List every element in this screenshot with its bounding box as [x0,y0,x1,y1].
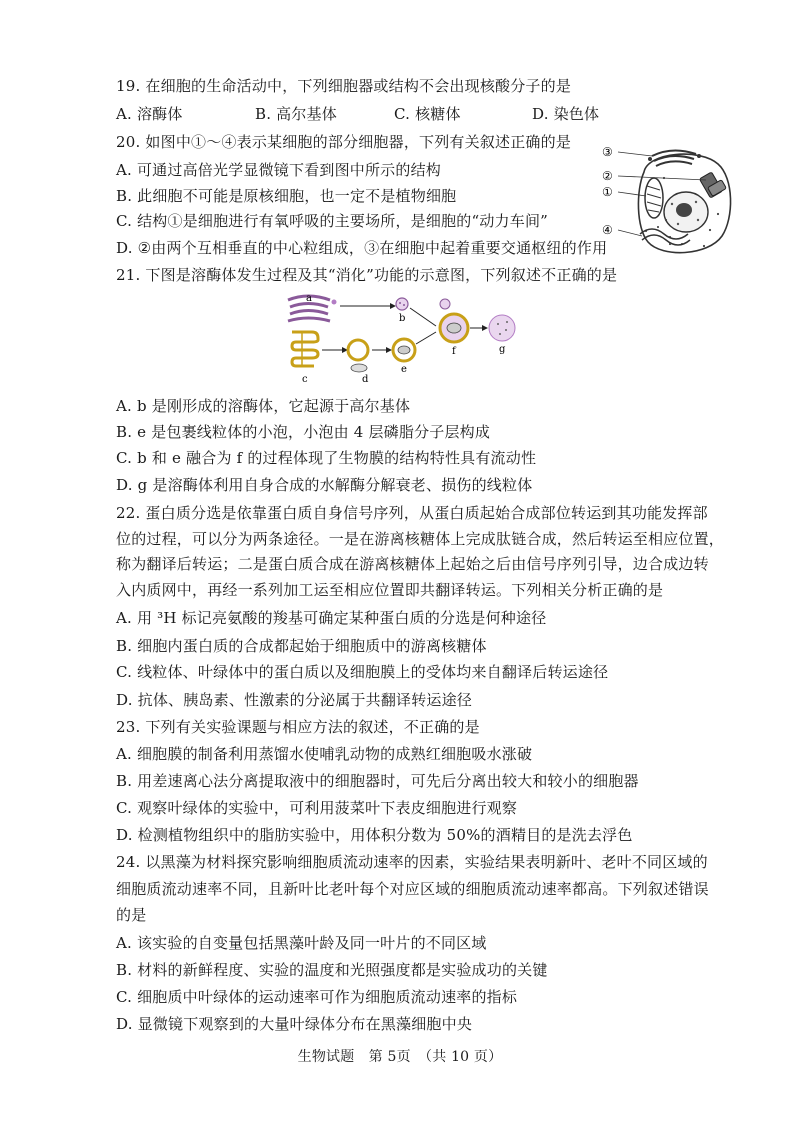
q22-option-d: D. 抗体、胰岛素、性激素的分泌属于共翻译转运途径 [116,691,473,709]
q19-option-b: B. 高尔基体 [255,105,337,123]
vesicle-e [393,339,415,361]
q21-option-b: B. e 是包裹线粒体的小泡，小泡由 4 层磷脂分子层构成 [116,423,491,441]
q20-option-a: A. 可通过高倍光学显微镜下看到图中所示的结构 [116,161,441,179]
q21-label-c: c [302,374,308,385]
q19-option-a: A. 溶酶体 [116,105,183,123]
fusion-f [440,299,468,342]
q21-lysosome-figure [282,292,522,386]
q20-label-1: ① [602,185,613,199]
vesicle-d [348,340,368,372]
q22-stem-line-4: 入内质网中，再经一系列加工运至相应位置即共翻译转运。下列相关分析正确的是 [116,581,664,599]
q19-option-c: C. 核糖体 [394,105,461,123]
q24-stem-line-1: 24. 以黑藻为材料探究影响细胞质流动速率的因素，实验结果表明新叶、老叶不同区域的 [116,853,708,871]
q20-option-c: C. 结构①是细胞进行有氧呼吸的主要场所，是细胞的“动力车间” [116,212,549,230]
q24-stem-line-2: 细胞质流动速率不同，且新叶比老叶每个对应区域的细胞质流动速率都高。下列叙述错误 [116,880,709,898]
q21-label-f: f [452,346,456,357]
q20-cell-figure [600,134,736,262]
page-footer: 生物试题 第 5页 （共 10 页） [297,1049,503,1065]
er-c [292,332,318,366]
q23-option-a: A. 细胞膜的制备利用蒸馏水使哺乳动物的成熟红细胞吸水涨破 [116,745,533,763]
q21-label-g: g [499,344,506,355]
q21-label-e: e [401,364,407,375]
nucleus [664,192,708,232]
q20-option-d: D. ②由两个互相垂直的中心粒组成，③在细胞中起着重要交通枢纽的作用 [116,239,608,257]
digest-g [489,315,515,341]
q22-stem-line-3: 称为翻译后转运；二是蛋白质合成在游离核糖体上起始之后由信号序列引导，边合成边转 [116,555,709,573]
q22-option-b: B. 细胞内蛋白质的合成都起始于细胞质中的游离核糖体 [116,637,487,655]
q22-stem-line-2: 位的过程，可以分为两条途径。一是在游离核糖体上完成肽链合成，然后转运至相应位置， [116,530,725,548]
q24-stem-line-3: 的是 [116,906,147,924]
q21-label-a: a [306,293,312,304]
q20-label-3: ③ [602,145,613,159]
q23-stem: 23. 下列有关实验课题与相应方法的叙述，不正确的是 [116,718,480,736]
q19-option-d: D. 染色体 [532,105,600,123]
q24-option-b: B. 材料的新鲜程度、实验的温度和光照强度都是实验成功的关键 [116,961,548,979]
mitochondrion-structure-1 [645,178,663,218]
q21-option-a: A. b 是刚形成的溶酶体，它起源于高尔基体 [116,397,411,415]
q23-option-b: B. 用差速离心法分离提取液中的细胞器时，可先后分离出较大和较小的细胞器 [116,772,639,790]
q22-stem-line-1: 22. 蛋白质分选是依靠蛋白质自身信号序列，从蛋白质起始合成部位转运到其功能发挥部 [116,504,708,522]
q20-label-4: ④ [602,223,613,237]
centriole-structure-2 [699,172,726,198]
q21-stem: 21. 下图是溶酶体发生过程及其“消化”功能的示意图，下列叙述不正确的是 [116,266,618,284]
q22-option-a: A. 用 ³H 标记亮氨酸的羧基可确定某种蛋白质的分选是何种途径 [116,609,547,627]
q20-label-2: ② [602,169,613,183]
golgi-apparatus-a [288,296,337,321]
q22-option-c: C. 线粒体、叶绿体中的蛋白质以及细胞膜上的受体均来自翻译后转运途径 [116,663,609,681]
q20-stem: 20. 如图中①～④表示某细胞的部分细胞器，下列有关叙述正确的是 [116,133,572,151]
q21-option-c: C. b 和 e 融合为 f 的过程体现了生物膜的结构特性具有流动性 [116,449,537,467]
q21-label-b: b [399,313,406,324]
lysosome-b [396,298,408,310]
q20-option-b: B. 此细胞不可能是原核细胞，也一定不是植物细胞 [116,187,457,205]
golgi-structure-3 [648,150,701,166]
q19-options [116,104,636,124]
q21-option-d: D. g 是溶酶体利用自身合成的水解酶分解衰老、损伤的线粒体 [116,476,533,494]
q24-option-a: A. 该实验的自变量包括黑藻叶龄及同一叶片的不同区域 [116,934,487,952]
q19-stem: 19. 在细胞的生命活动中，下列细胞器或结构不会出现核酸分子的是 [116,77,572,95]
q24-option-d: D. 显微镜下观察到的大量叶绿体分布在黑藻细胞中央 [116,1015,473,1033]
q23-option-d: D. 检测植物组织中的脂肪实验中，用体积分数为 50%的酒精目的是洗去浮色 [116,826,633,844]
q21-label-d: d [362,374,369,385]
q24-option-c: C. 细胞质中叶绿体的运动速率可作为细胞质流动速率的指标 [116,988,518,1006]
q23-option-c: C. 观察叶绿体的实验中，可利用菠菜叶下表皮细胞进行观察 [116,799,518,817]
